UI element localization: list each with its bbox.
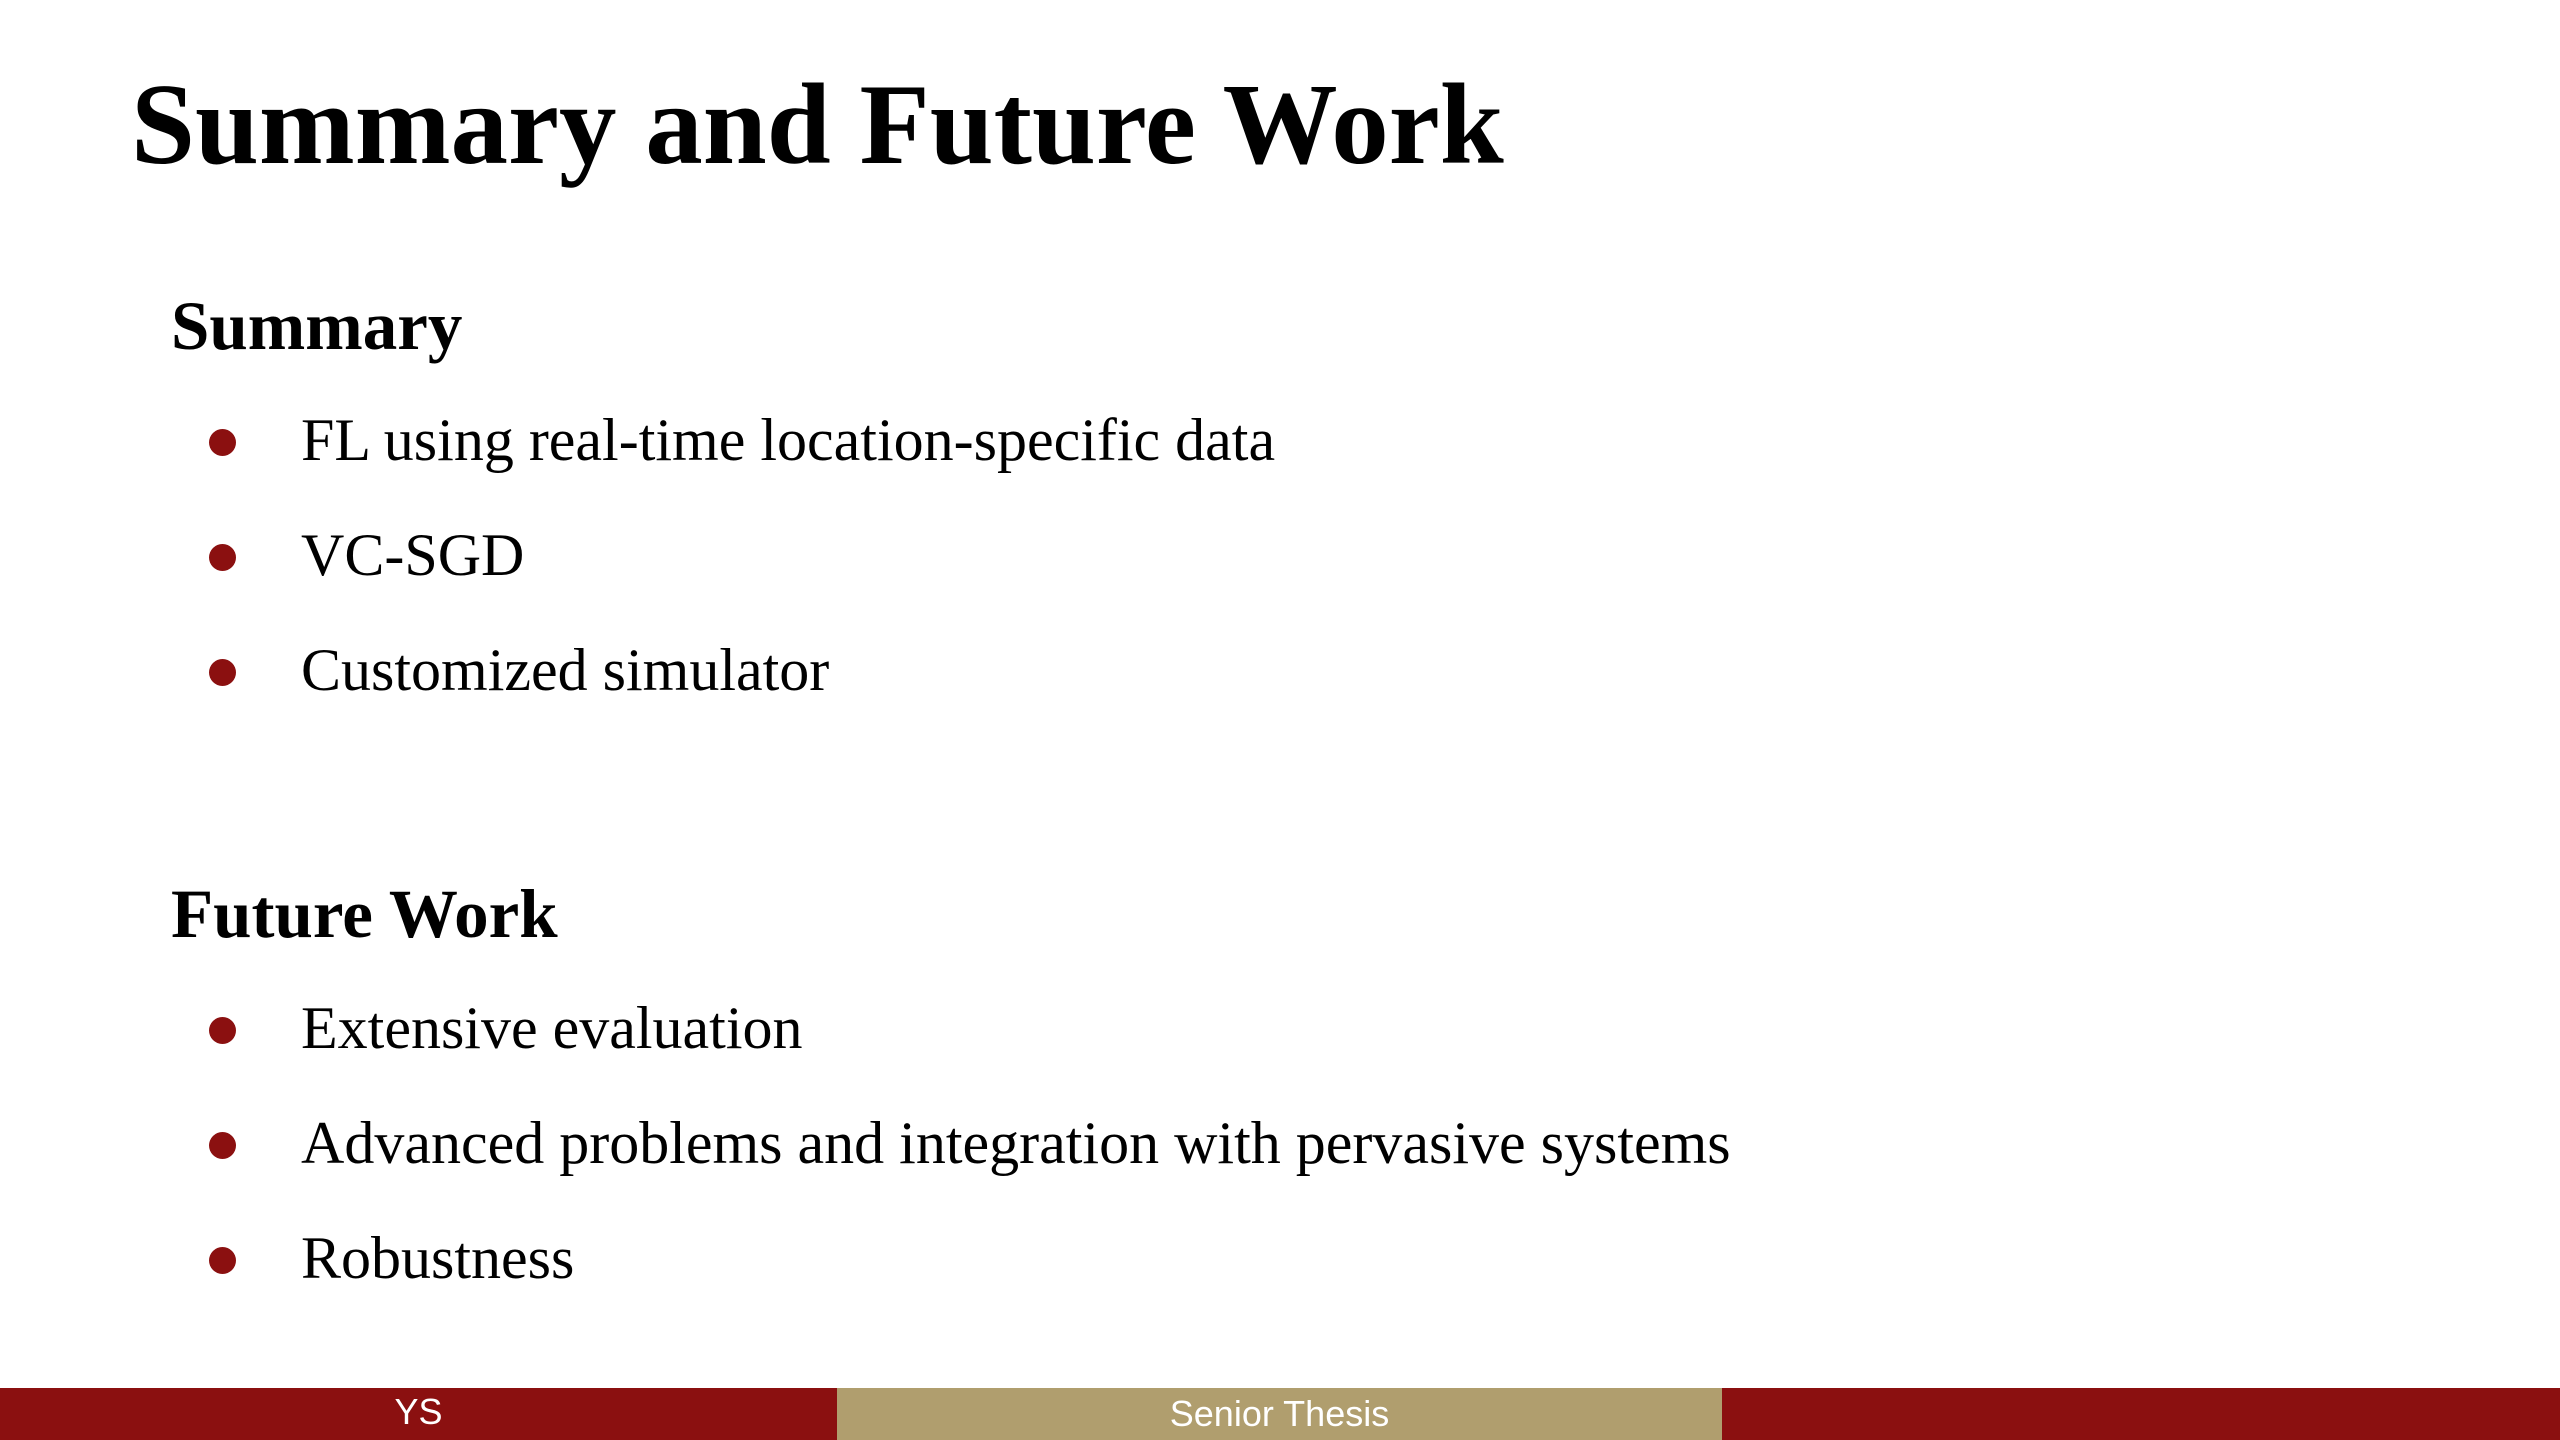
list-item-text: VC-SGD (301, 522, 525, 588)
footer-right-block (1722, 1388, 2560, 1440)
list-item-text: FL using real-time location-specific data (301, 407, 1276, 473)
footer-title: Senior Thesis (837, 1388, 1722, 1440)
list-item-text: Customized simulator (301, 637, 830, 703)
bullet-icon (209, 1132, 236, 1159)
list-item (171, 405, 2371, 520)
list-item-text: Extensive evaluation (301, 995, 803, 1061)
slide-title: Summary and Future Work (131, 61, 1504, 188)
list-item (171, 993, 2371, 1108)
future-work-section (171, 874, 2371, 1338)
list-item-text: Robustness (301, 1225, 575, 1291)
list-item (171, 1223, 2371, 1338)
footer-bar (0, 1388, 2560, 1440)
bullet-icon (209, 659, 236, 686)
list-item-text: Advanced problems and integration with pervasive systems (301, 1110, 1731, 1176)
summary-section (171, 286, 2371, 750)
bullet-icon (209, 544, 236, 571)
summary-list (171, 405, 2371, 750)
future-work-heading: Future Work (171, 876, 558, 952)
summary-heading: Summary (171, 288, 463, 364)
future-work-list (171, 993, 2371, 1338)
list-item (171, 520, 2371, 635)
bullet-icon (209, 1017, 236, 1044)
bullet-icon (209, 429, 236, 456)
list-item (171, 1108, 2371, 1223)
footer-author: YS (0, 1388, 837, 1440)
list-item (171, 635, 2371, 750)
bullet-icon (209, 1247, 236, 1274)
